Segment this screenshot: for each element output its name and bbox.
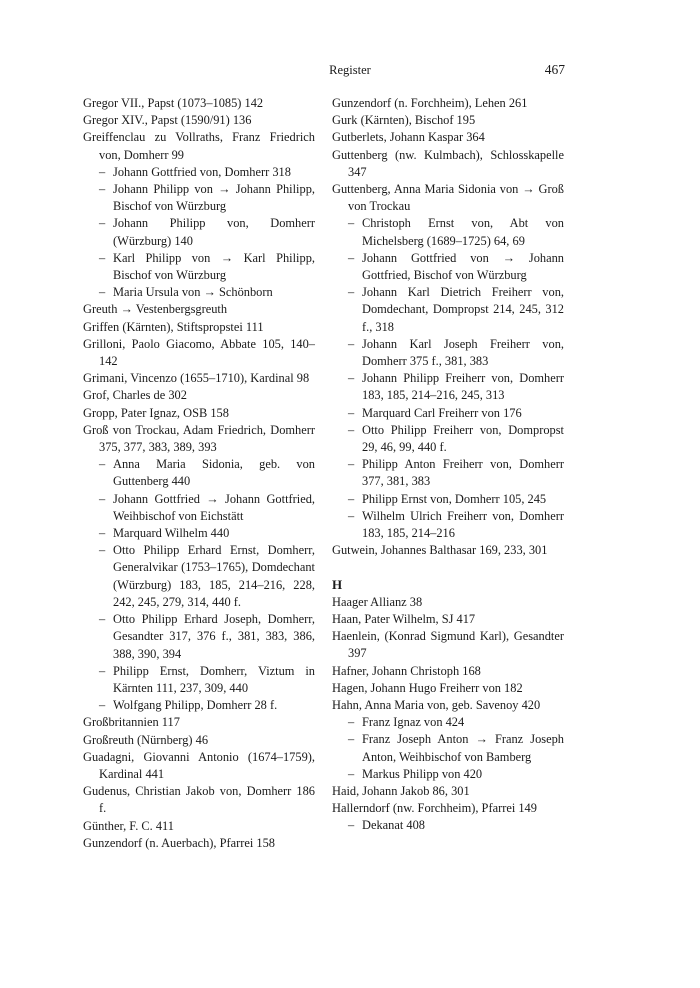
index-subentry: – Otto Philipp Freiherr von, Dompropst 29, 46, 99, 440 f. xyxy=(332,422,564,456)
index-entry: Gutberlets, Johann Kaspar 364 xyxy=(332,130,485,145)
index-entry: Gunzendorf (n. Auerbach), Pfarrei 158 xyxy=(83,835,275,850)
index-subentry: – Johann Gottfried von, Domherr 318 xyxy=(83,164,315,181)
index-entry: Grilloni, Paolo Giacomo, Abbate 105, 140–142 xyxy=(83,336,315,369)
index-subentry: – Johann Gottfried → Johann Gottfried, Weihbischof von Eichstätt xyxy=(83,491,315,525)
index-subentry: – Johann Karl Joseph Freiherr von, Domherr 375 f., 381, 383 xyxy=(332,336,564,370)
index-subentry: – Karl Philipp von → Karl Philipp, Bischof von Würzburg xyxy=(83,250,315,284)
index-entry: Gropp, Pater Ignaz, OSB 158 xyxy=(83,405,229,420)
index-entry: Greiffenclau zu Vollraths, Franz Friedrich von, Domherr 99 xyxy=(83,130,315,162)
index-entry: Guttenberg, Anna Maria Sidonia von → Groß von Trockau xyxy=(332,182,564,214)
index-entry: Hahn, Anna Maria von, geb. Savenoy 420 xyxy=(332,697,541,712)
index-entry: Haenlein, (Konrad Sigmund Karl), Gesandter 397 xyxy=(332,629,564,661)
index-subentry: – Franz Joseph Anton → Franz Joseph Anton, Weihbischof von Bamberg xyxy=(332,731,564,765)
index-entry: Großbritannien 117 xyxy=(83,715,180,730)
index-entry: Gregor VII., Papst (1073–1085) 142 xyxy=(83,96,264,110)
index-column-right xyxy=(332,95,564,835)
index-subentry: – Markus Philipp von 420 xyxy=(332,766,564,783)
page-number: 467 xyxy=(544,62,565,77)
index-entry: Hagen, Johann Hugo Freiherr von 182 xyxy=(332,680,523,695)
index-entry: Gudenus, Christian Jakob von, Domherr 186 f. xyxy=(83,784,315,816)
index-subentry: – Philipp Ernst von, Domherr 105, 245 xyxy=(332,491,564,508)
index-entry: Hallerndorf (nw. Forchheim), Pfarrei 149 xyxy=(332,801,537,816)
index-subentry: – Dekanat 408 xyxy=(332,817,564,834)
section-letter: H xyxy=(332,577,343,593)
index-entry: Gunzendorf (n. Forchheim), Lehen 261 xyxy=(332,96,528,110)
index-entry: Günther, F. C. 411 xyxy=(83,818,174,833)
index-entry: Guttenberg (nw. Kulmbach), Schlosskapelle 347 xyxy=(332,147,564,179)
index-entry: Haid, Johann Jakob 86, 301 xyxy=(332,783,470,798)
index-entry: Grimani, Vincenzo (1655–1710), Kardinal 98 xyxy=(83,371,310,386)
index-entry: Guadagni, Giovanni Antonio (1674–1759), Kardinal 441 xyxy=(83,749,315,781)
index-entry: Haan, Pater Wilhelm, SJ 417 xyxy=(332,611,476,626)
index-subentry: – Maria Ursula von → Schönborn xyxy=(83,284,315,301)
index-entry: Griffen (Kärnten), Stiftspropstei 111 xyxy=(83,319,264,334)
index-subentry: – Anna Maria Sidonia, geb. von Guttenberg 440 xyxy=(83,456,315,490)
index-subentry: – Otto Philipp Erhard Joseph, Domherr, Gesandter 317, 376 f., 381, 383, 386, 388, 390, 394 xyxy=(83,611,315,663)
index-entry: Groß von Trockau, Adam Friedrich, Domherr 375, 377, 383, 389, 393 xyxy=(83,422,315,455)
index-entry: Hafner, Johann Christoph 168 xyxy=(332,663,481,678)
index-subentry: – Otto Philipp Erhard Ernst, Domherr, Generalvikar (1753–1765), Domdechant (Würzburg) 183, 185, 214–216, 228, 242, 245, 279, 314, 440 f. xyxy=(83,542,315,611)
index-entry: Greuth → Vestenbergsgreuth xyxy=(83,302,228,317)
index-subentry: – Franz Ignaz von 424 xyxy=(332,714,564,731)
index-subentry: – Philipp Ernst, Domherr, Viztum in Kärnten 111, 237, 309, 440 xyxy=(83,663,315,697)
header-title: Register xyxy=(329,63,371,77)
index-subentry: – Christoph Ernst von, Abt von Michelsberg (1689–1725) 64, 69 xyxy=(332,215,564,249)
index-entry: Grof, Charles de 302 xyxy=(83,388,187,403)
index-subentry: – Johann Gottfried von → Johann Gottfried, Bischof von Würzburg xyxy=(332,250,564,284)
index-subentry: – Philipp Anton Freiherr von, Domherr 377, 381, 383 xyxy=(332,456,564,490)
index-subentry: – Marquard Wilhelm 440 xyxy=(83,525,315,542)
index-entry: Großreuth (Nürnberg) 46 xyxy=(83,732,209,747)
index-subentry: – Wolfgang Philipp, Domherr 28 f. xyxy=(83,697,315,714)
index-entry: Haager Allianz 38 xyxy=(332,594,423,609)
index-entry: Gutwein, Johannes Balthasar 169, 233, 301 xyxy=(332,543,548,558)
index-subentry: – Wilhelm Ulrich Freiherr von, Domherr 183, 185, 214–216 xyxy=(332,508,564,542)
index-entry: Gurk (Kärnten), Bischof 195 xyxy=(332,113,476,128)
index-subentry: – Johann Philipp von, Domherr (Würzburg) 140 xyxy=(83,215,315,249)
index-entry: Gregor XIV., Papst (1590/91) 136 xyxy=(83,113,252,128)
index-subentry: – Johann Karl Dietrich Freiherr von, Domdechant, Dompropst 214, 245, 312 f., 318 xyxy=(332,284,564,336)
index-subentry: – Johann Philipp Freiherr von, Domherr 183, 185, 214–216, 245, 313 xyxy=(332,370,564,404)
index-subentry: – Johann Philipp von → Johann Philipp, Bischof von Würzburg xyxy=(83,181,315,215)
index-column-left xyxy=(83,95,315,852)
index-subentry: – Marquard Carl Freiherr von 176 xyxy=(332,405,564,422)
